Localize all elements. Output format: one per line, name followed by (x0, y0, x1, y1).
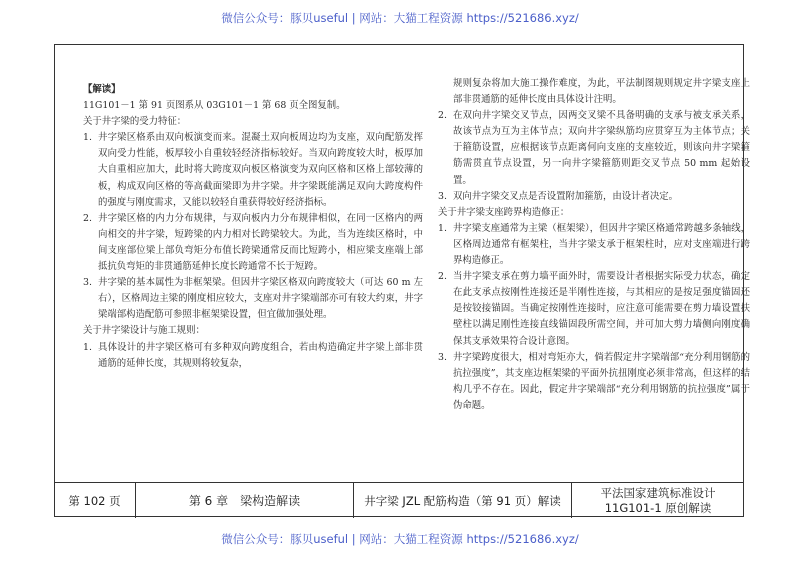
list-item (83, 275, 423, 323)
watermark-top: 微信公众号：豚贝useful | 网站：大猫工程资源 https://521686.xyz/ (221, 11, 579, 25)
item-text: 井字梁区格的内力分布规律，与双向板内力分布规律相似，在同一区格内的两向相交的井字梁，短跨梁的内力相对长跨梁较大。为此，当为连续区格时，中间支座部位梁上部负弯矩分布值长跨梁通常反而比短跨小，相应梁支座端上部抵抗负弯矩的非贯通筋延伸长度长跨通常不长于短跨。 (98, 212, 423, 273)
item-text: 在双向井字梁交叉节点，因两交叉梁不具备明确的支承与被支承关系，故该节点为互为主体节点；双向井字梁纵筋均应贯穿互为主体节点；关于箍筋设置，应根据该节点距离何向支座的支座较近，则该向井字梁箍筋需贯直节点设置，另一向井字梁箍筋则距交叉节点 50 mm 起始设置。 (453, 110, 750, 186)
list-item (438, 350, 750, 414)
item-text: 井字梁区格系由双向板演变而来。混凝土双向板周边均为支座，双向配筋发挥双向受力性能，板厚较小自重较轻经济指标较好。当双向跨度较大时，板厚加大自重相应加大，此时将大跨度双向板区格演变为双向区格和区格上部较薄的板，构成双向区格的等高截面梁即为井字梁。井字梁既能满足双向大跨度构件的强度与刚度需求，又能以较轻自重获得较好经济指标。 (98, 132, 423, 208)
item-number: 1. (83, 341, 92, 353)
item-number: 3. (438, 351, 447, 363)
item-text: 井字梁跨度很大，相对弯矩亦大，倘若假定井字梁端部“充分利用钢筋的抗拉强度”，其支座边框架梁的平面外抗扭刚度必须非常高，但这样的结构几乎不存在。因此，假定井字梁端部“充分利用钢筋的抗拉强度”属于伪命题。 (453, 351, 750, 411)
item-text: 具体设计的井字梁区格可有多种双向跨度组合，若由构造确定井字梁上部非贯通筋的延伸长度，其规则将较复杂， (98, 341, 423, 369)
watermark-bottom: 微信公众号：豚贝useful | 网站：大猫工程资源 https://521686.xyz/ (221, 532, 579, 546)
list-item (438, 189, 750, 205)
item-number: 1. (438, 222, 447, 234)
left-column (83, 82, 423, 372)
list-item (438, 269, 750, 349)
heading-design-rules: 关于井字梁设计与施工规则： (83, 325, 205, 337)
list-item (83, 340, 423, 372)
item-number: 3. (83, 277, 92, 289)
list-item (438, 108, 750, 188)
footer-series-line1: 平法国家建筑标准设计 (600, 485, 716, 500)
footer-series (572, 483, 744, 518)
item-text: 当井字梁支承在剪力墙平面外时，需要设计者根据实际受力状态，确定在此支承点按刚性连接还是半刚性连接，与其相应的是按足强度锚固还是按铰接锚固。当确定按刚性连接时，应注意可能需要在剪力墙设置扶壁柱以满足刚性连接直线锚固段所需空间，并可加大剪力墙侧向刚度确保其支承效果符合设计意图。 (453, 271, 750, 347)
footer-page-number: 第 102 页 (54, 483, 136, 518)
item-number: 1. (83, 132, 92, 144)
item-number: 2. (83, 212, 92, 224)
item-number: 2. (438, 271, 447, 283)
intro-line: 11G101－1 第 91 页图系从 03G101－1 第 68 页全图复制。 (83, 100, 346, 112)
heading-support-correction: 关于井字梁支座跨界构造修正： (438, 206, 570, 218)
list-item (438, 221, 750, 269)
right-column (438, 76, 750, 414)
footer-chapter: 第 6 章 梁构造解读 (136, 483, 354, 518)
list-item (83, 130, 423, 210)
item-text: 井字梁支座通常为主梁（框架梁），但因井字梁区格通常跨越多条轴线，区格周边通常有框架柱，当井字梁支承于框架柱时，应对支座端进行跨界构造修正。 (453, 222, 750, 267)
continued-paragraph: 规则复杂将加大施工操作难度，为此，平法制图规则规定井字梁支座上部非贯通筋的延伸长度由具体设计注明。 (453, 78, 750, 106)
footer-topic: 井字梁 JZL 配筋构造（第 91 页）解读 (354, 483, 572, 518)
section-title: 【解读】 (83, 84, 121, 95)
item-text: 双向井字梁交叉点是否设置附加箍筋，由设计者决定。 (453, 190, 679, 202)
footer-series-line2: 11G101-1 原创解读 (604, 500, 712, 515)
item-number: 2. (438, 110, 447, 122)
item-number: 3. (438, 190, 447, 202)
page-footer (54, 482, 744, 518)
item-text: 井字梁的基本属性为非框架梁。但因井字梁区格双向跨度较大（可达 60 m 左右），区格周边主梁的刚度相应较大，支座对井字梁端部亦可有较大约束，井字梁端部构造配筋可参照非框架梁设置，但宜做加强处理。 (98, 277, 423, 321)
heading-force-characteristics: 关于井字梁的受力特征： (83, 116, 187, 128)
list-item (83, 211, 423, 275)
